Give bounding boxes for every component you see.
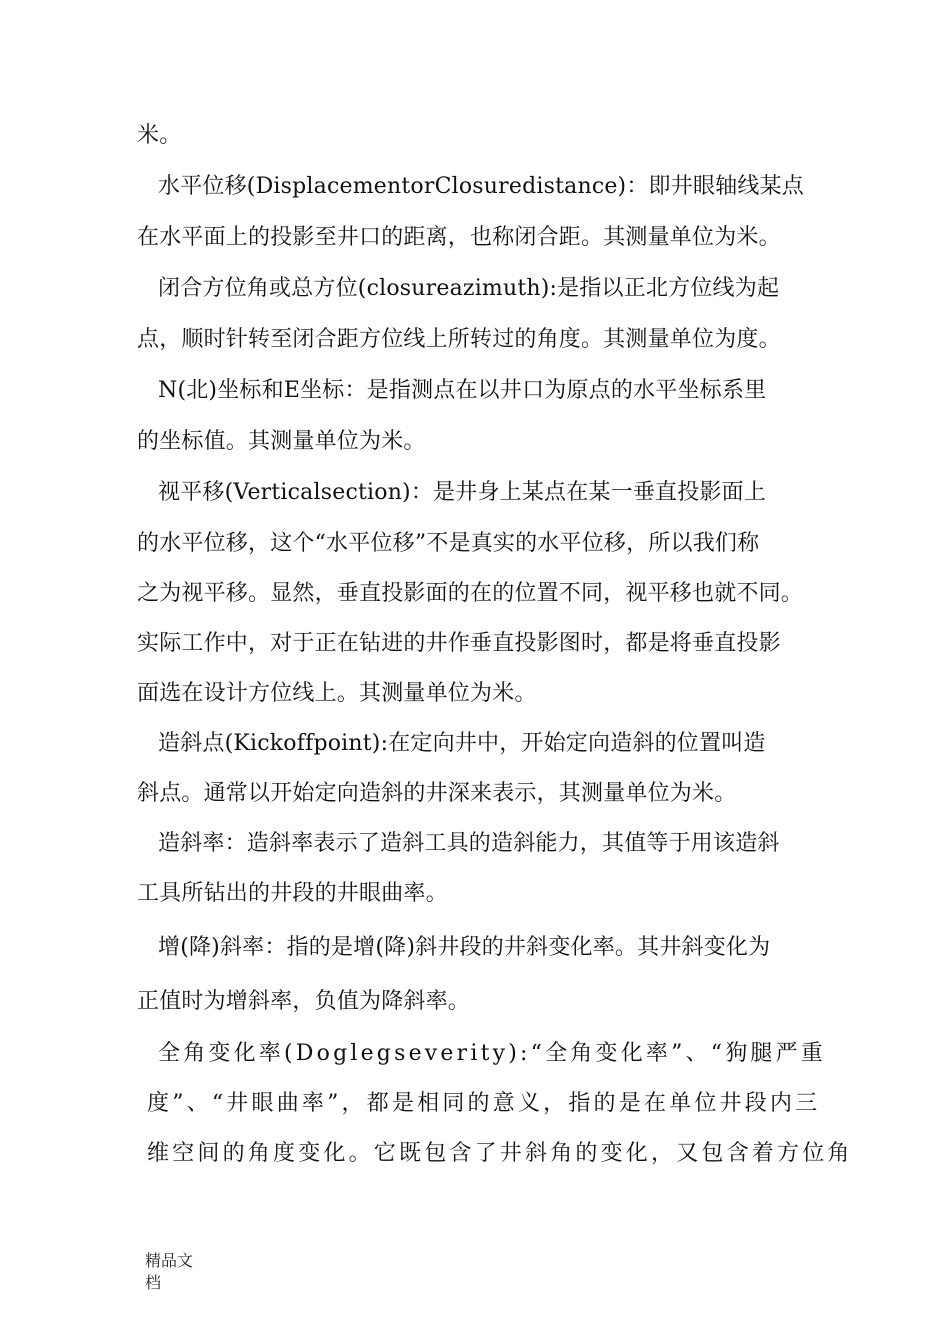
text-line: 在水平面上的投影至井口的距离，也称闭合距。其测量单位为米。 — [137, 225, 781, 250]
text-line: 之为视平移。显然，垂直投影面的在的位置不同，视平移也就不同。 — [137, 581, 804, 606]
text-line: 水平位移(DisplacementorClosuredistance)：即井眼轴线某点 — [158, 174, 804, 199]
text-line: 全角变化率(Doglegseverity):“全角变化率”、“狗腿严重 — [158, 1041, 827, 1066]
text-line: 的水平位移，这个“水平位移”不是真实的水平位移，所以我们称 — [137, 531, 760, 556]
text-line: N(北)坐标和E坐标：是指测点在以井口为原点的水平坐标系里 — [158, 378, 767, 403]
text-line: 增(降)斜率：指的是增(降)斜井段的井斜变化率。其井斜变化为 — [158, 935, 771, 960]
text-line: 闭合方位角或总方位(closureazimuth):是指以正北方位线为起 — [158, 276, 780, 301]
text-line: 视平移(Verticalsection)：是井身上某点在某一垂直投影面上 — [158, 480, 767, 505]
footer-line: 精品文 — [145, 1251, 194, 1270]
text-line: 的坐标值。其测量单位为米。 — [137, 429, 426, 454]
text-line: 维空间的角度变化。它既包含了井斜角的变化，又包含着方位角 — [147, 1141, 853, 1166]
text-line: 米。 — [137, 123, 182, 148]
text-line: 正值时为增斜率，负值为降斜率。 — [137, 989, 471, 1014]
text-line: 斜点。通常以开始定向造斜的井深来表示，其测量单位为米。 — [137, 781, 737, 806]
text-line: 造斜点(Kickoffpoint):在定向井中，开始定向造斜的位置叫造 — [158, 731, 766, 756]
text-line: 实际工作中，对于正在钻进的井作垂直投影图时，都是将垂直投影 — [137, 631, 781, 656]
text-line: 面选在设计方位线上。其测量单位为米。 — [137, 681, 537, 706]
text-line: 点，顺时针转至闭合距方位线上所转过的角度。其测量单位为度。 — [137, 327, 781, 352]
text-line: 度”、“井眼曲率”，都是相同的意义，指的是在单位井段内三 — [147, 1091, 821, 1116]
text-line: 造斜率：造斜率表示了造斜工具的造斜能力，其值等于用该造斜 — [158, 831, 780, 856]
text-line: 工具所钻出的井段的井眼曲率。 — [137, 881, 448, 906]
footer-line: 档 — [145, 1273, 162, 1292]
footer-label — [145, 1250, 225, 1294]
